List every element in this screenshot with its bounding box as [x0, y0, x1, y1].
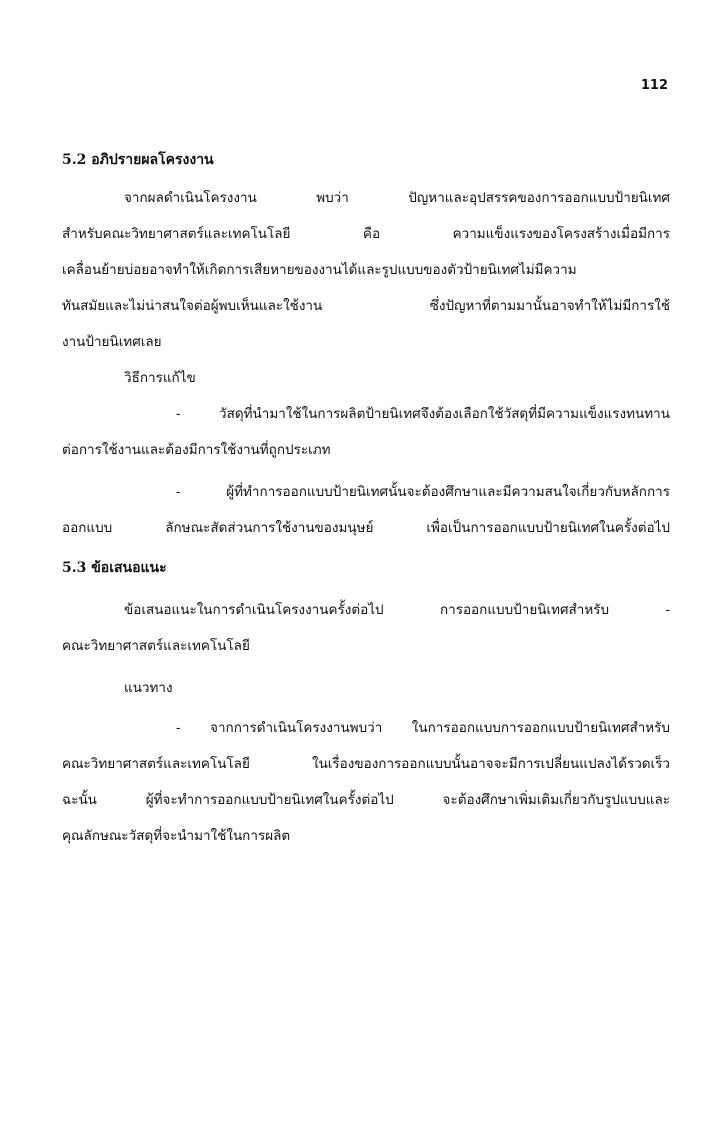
solution-label: วิธีการแก้ไข — [124, 370, 196, 386]
paragraph-line: เคลื่อนย้ายบ่อยอาจทำให้เกิดการเสียหายของงานได้และรูปแบบของตัวป้ายนิเทศไม่มีความ — [62, 262, 577, 278]
guideline-item-line: ฉะนั้น ผู้ที่จะทำการออกแบบป้ายนิเทศในครั้งต่อไป จะต้องศึกษาเพิ่มเติมเกี่ยวกับรูปแบบและ — [62, 792, 670, 808]
paragraph-line: ทันสมัยและไม่น่าสนใจต่อผู้พบเห็นและใช้งาน ซึ่งปัญหาที่ตามมานั้นอาจทำให้ไม่มีการใช้ — [62, 298, 670, 314]
guideline-label: แนวทาง — [124, 680, 173, 696]
page-number: 112 — [640, 78, 668, 93]
section-heading-5-3: 5.3 ข้อเสนอแนะ — [62, 560, 167, 576]
section-heading-5-2: 5.2 อภิปรายผลโครงงาน — [62, 152, 214, 168]
solution-item-line: ต่อการใช้งานและต้องมีการใช้งานที่ถูกประเภท — [62, 442, 331, 458]
paragraph-line: สำหรับคณะวิทยาศาสตร์และเทคโนโลยี คือ ความแข็งแรงของโครงสร้างเมื่อมีการ — [62, 226, 670, 242]
paragraph-line: คณะวิทยาศาสตร์และเทคโนโลยี — [62, 638, 250, 654]
paragraph-line: ข้อเสนอแนะในการดำเนินโครงงานครั้งต่อไป การออกแบบป้ายนิเทศสำหรับ - — [124, 602, 670, 618]
guideline-item-line: คุณลักษณะวัสดุที่จะนำมาใช้ในการผลิต — [62, 828, 291, 844]
solution-item-line: ออกแบบ ลักษณะสัดส่วนการใช้งานของมนุษย์ เพื่อเป็นการออกแบบป้ายนิเทศในครั้งต่อไป — [62, 520, 670, 536]
solution-item-line: - วัสดุที่นำมาใช้ในการผลิตป้ายนิเทศจึงต้องเลือกใช้วัสดุที่มีความแข็งแรงทนทาน — [176, 406, 670, 422]
guideline-item-line: - จากการดำเนินโครงงานพบว่า ในการออกแบบการออกแบบป้ายนิเทศสำหรับ — [176, 720, 670, 736]
paragraph-line: จากผลดำเนินโครงงาน พบว่า ปัญหาและอุปสรรคของการออกแบบป้ายนิเทศ — [124, 190, 670, 206]
guideline-item-line: คณะวิทยาศาสตร์และเทคโนโลยี ในเรื่องของการออกแบบนั้นอาจจะมีการเปลี่ยนแปลงได้รวดเร็ว — [62, 756, 670, 772]
paragraph-line: งานป้ายนิเทศเลย — [62, 334, 162, 350]
solution-item-line: - ผู้ที่ทำการออกแบบป้ายนิเทศนั้นจะต้องศึกษาและมีความสนใจเกี่ยวกับหลักการ — [176, 484, 670, 500]
